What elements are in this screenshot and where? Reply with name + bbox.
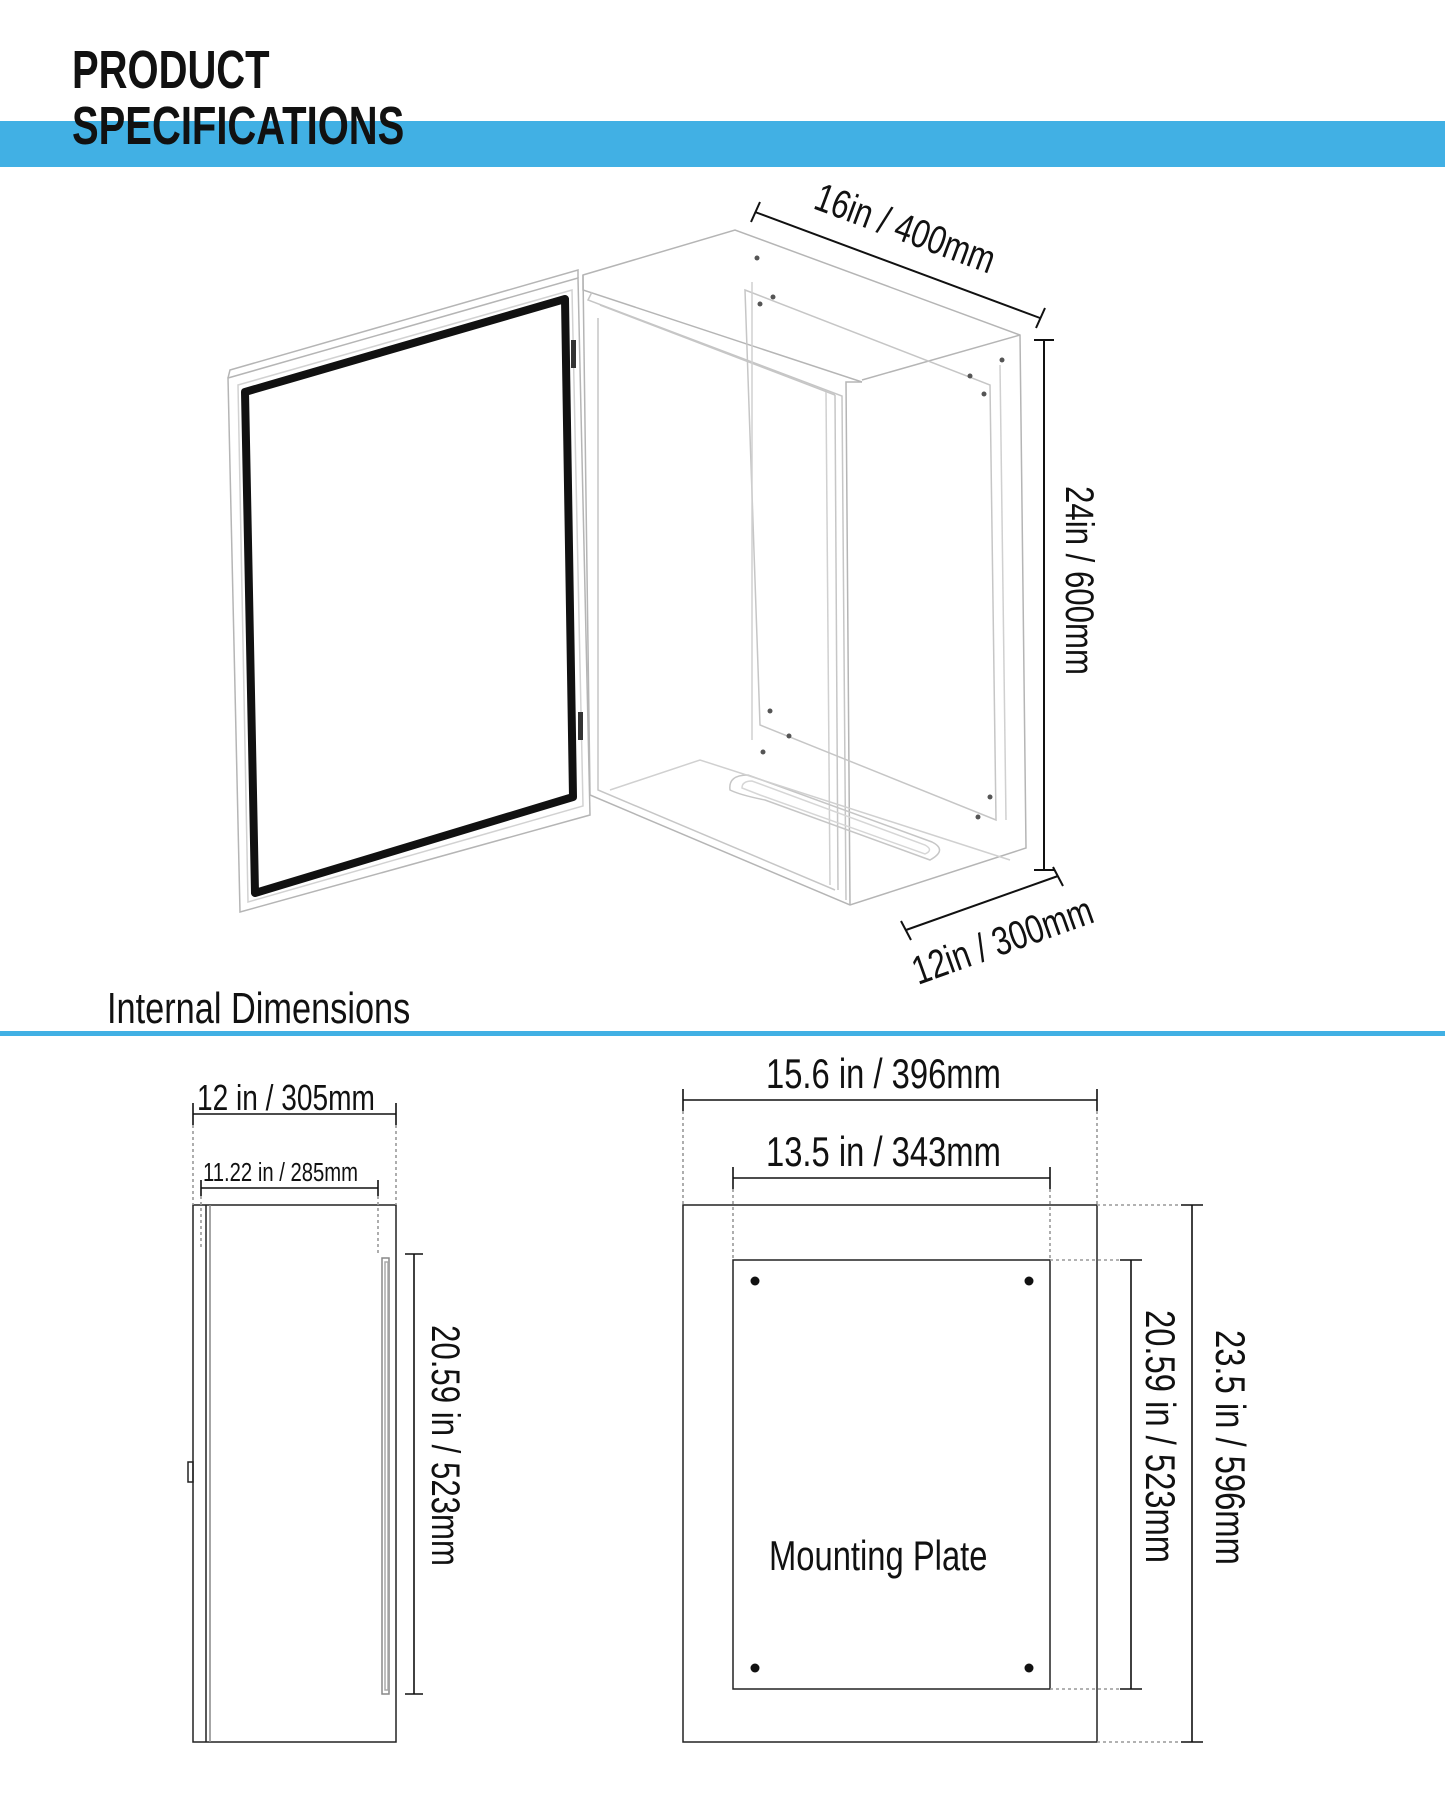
external-depth-label: 12in / 300mm [906,887,1100,994]
screw-dots [755,256,1005,820]
external-height-label: 24in / 600mm [1057,486,1102,675]
internal-dimensions-heading: Internal Dimensions [107,984,411,1033]
mounting-plate [733,1260,1050,1689]
mounting-plate-label: Mounting Plate [769,1532,988,1579]
front-plate-height-label: 20.59 in / 523mm [1137,1310,1184,1564]
side-inner-depth-label: 11.22 in / 285mm [203,1157,359,1187]
front-view [683,1205,1097,1742]
door-gasket [245,299,573,893]
open-door [228,270,590,912]
hinge-bottom [578,712,583,740]
external-width-label: 16in / 400mm [808,174,1002,283]
title-line-1: PRODUCT [72,40,270,100]
side-outer-depth-label: 12 in / 305mm [197,1077,375,1118]
side-view [188,1205,396,1742]
front-view-dimension-lines [683,1089,1203,1742]
side-plate-height-label: 20.59 in / 523mm [423,1325,468,1566]
external-dimension-lines [751,202,1063,940]
front-internal-width-label: 15.6 in / 396mm [766,1050,1001,1097]
mounting-holes [751,1277,1034,1673]
front-internal-height-label: 23.5 in / 596mm [1207,1330,1254,1565]
box-body [583,230,1026,905]
enclosure-isometric [228,230,1026,912]
title-line-2: SPECIFICATIONS [72,96,405,156]
front-plate-width-label: 13.5 in / 343mm [766,1128,1001,1175]
hinge-top [571,340,576,368]
